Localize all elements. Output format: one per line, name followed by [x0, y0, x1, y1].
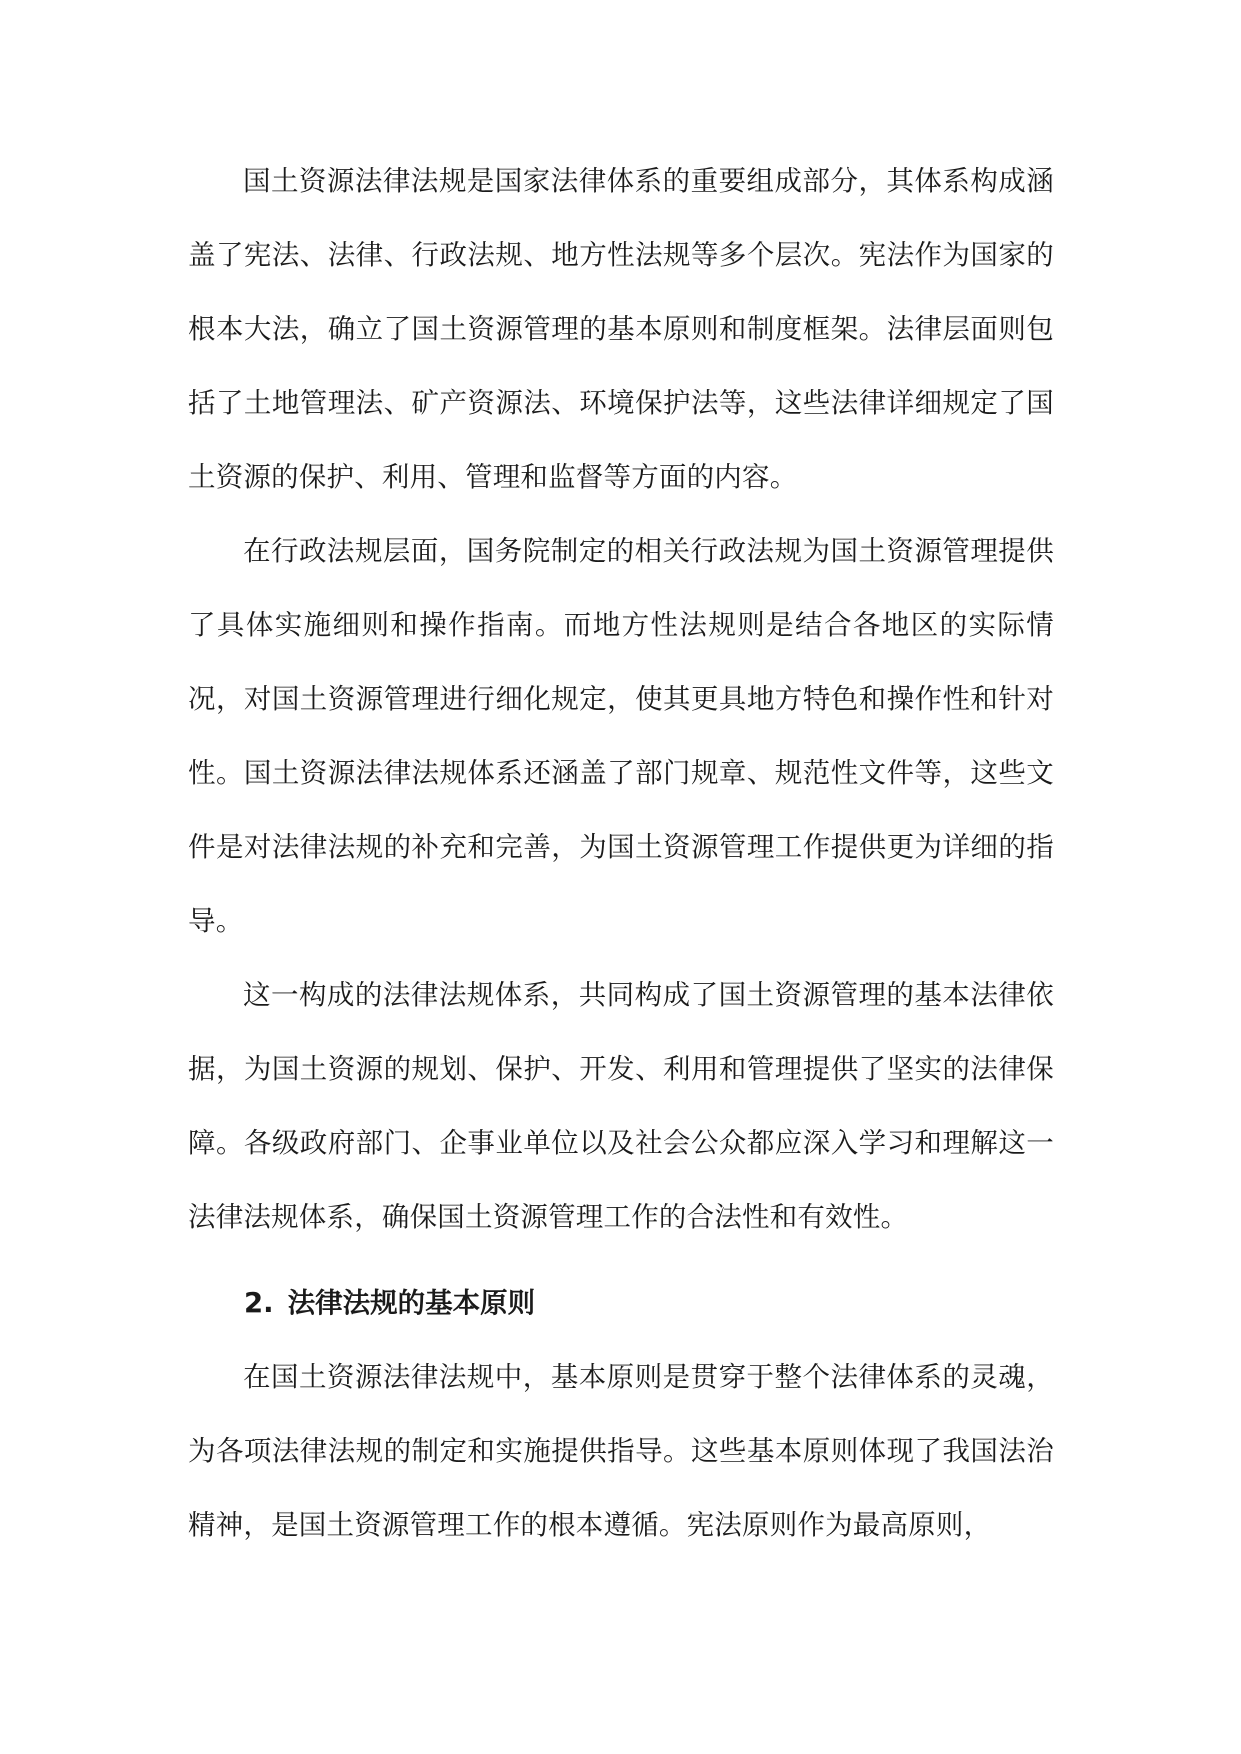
- paragraph-legal-basis: 这一构成的法律法规体系，共同构成了国土资源管理的基本法律依据，为国土资源的规划、保护、开发、利用和管理提供了坚实的法律保障。各级政府部门、企事业单位以及社会公众都应深入学习和理解这一法律法规体系，确保国土资源管理工作的合法性和有效性。: [188, 979, 1054, 1233]
- document-body: [188, 144, 1054, 1562]
- paragraph-basic-principles: 在国土资源法律法规中，基本原则是贯穿于整个法律体系的灵魂，为各项法律法规的制定和实施提供指导。这些基本原则体现了我国法治精神，是国土资源管理工作的根本遵循。宪法原则作为最高原则，: [188, 1361, 1054, 1541]
- section-title: 法律法规的基本原则: [287, 1287, 536, 1319]
- paragraph-legal-system-composition: 国土资源法律法规是国家法律体系的重要组成部分，其体系构成涵盖了宪法、法律、行政法规、地方性法规等多个层次。宪法作为国家的根本大法，确立了国土资源管理的基本原则和制度框架。法律层面则包括了土地管理法、矿产资源法、环境保护法等，这些法律详细规定了国土资源的保护、利用、管理和监督等方面的内容。: [188, 165, 1054, 493]
- paragraph-administrative-regulations: 在行政法规层面，国务院制定的相关行政法规为国土资源管理提供了具体实施细则和操作指南。而地方性法规则是结合各地区的实际情况，对国土资源管理进行细化规定，使其更具地方特色和操作性和针对性。国土资源法律法规体系还涵盖了部门规章、规范性文件等，这些文件是对法律法规的补充和完善，为国土资源管理工作提供更为详细的指导。: [188, 535, 1054, 937]
- section-heading: [188, 1266, 1054, 1340]
- section-number: 2.: [244, 1287, 274, 1319]
